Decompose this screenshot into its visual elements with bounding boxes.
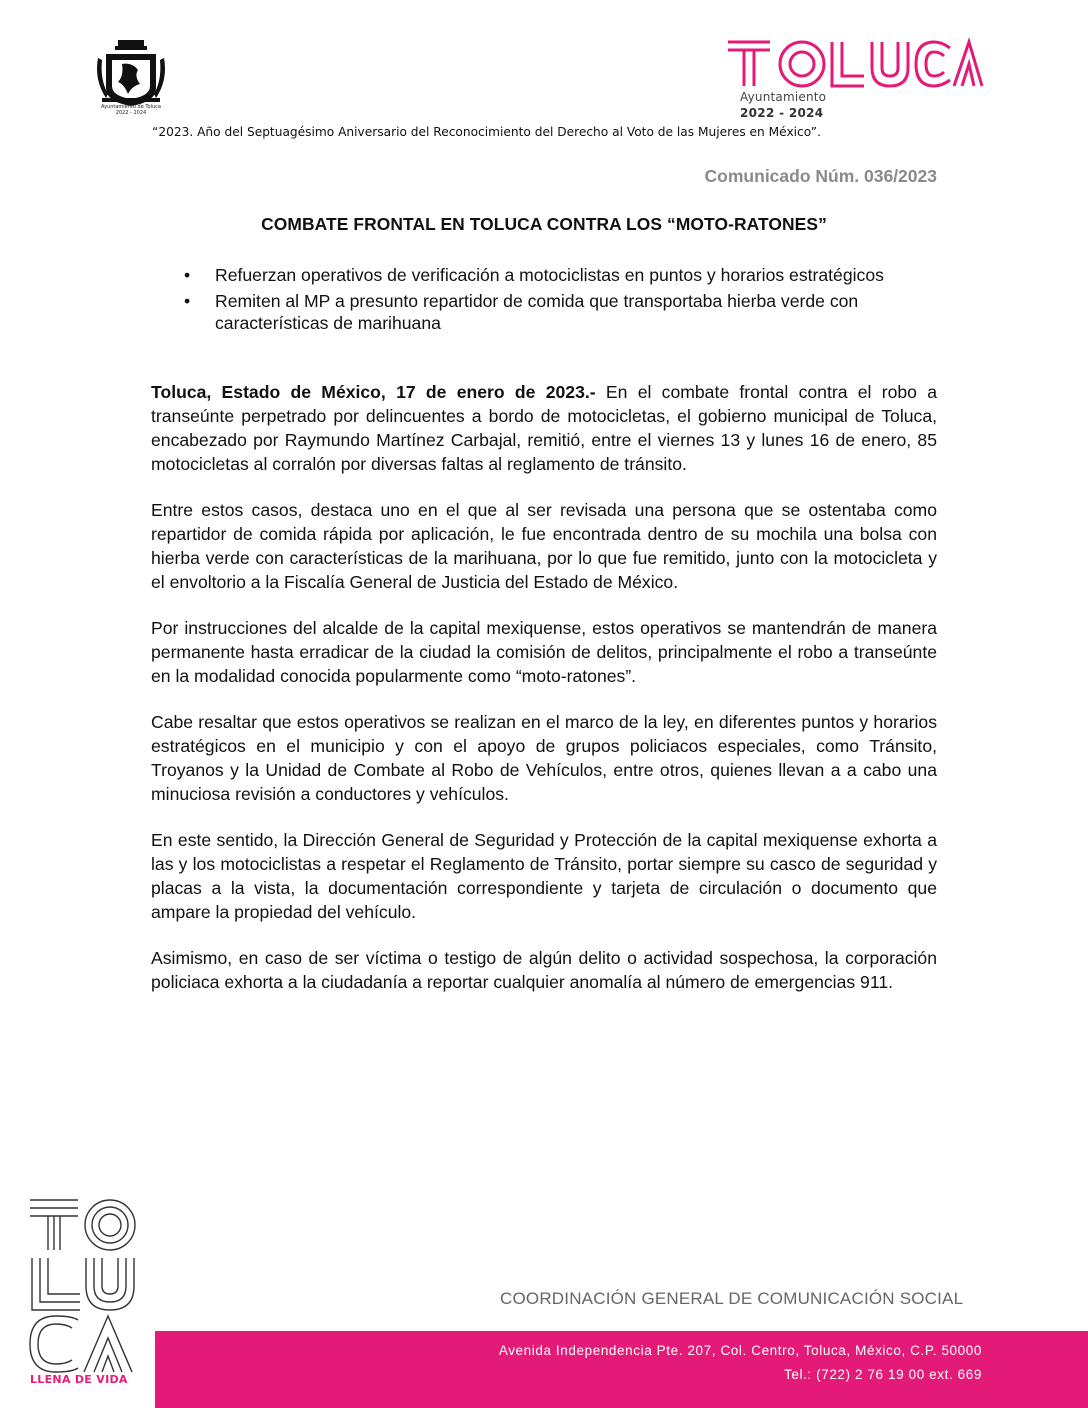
coat-of-arms-caption: Ayuntamiento de Toluca 2022 - 2024: [101, 104, 161, 116]
toluca-logo: [724, 36, 984, 90]
body-paragraph: Cabe resaltar que estos operativos se realizan en el marco de la ley, en diferentes puntos y horarios estratégicos en el municipio y con el apoyo de grupos policiacos especiales, como Tránsito, Troyanos y la Unidad de Combate al Robo de Vehículos, entre otros, quienes llevan a a cabo una minuciosa revisión a conductores y vehículos.: [151, 712, 937, 804]
body-paragraph: Por instrucciones del alcalde de la capital mexiquense, estos operativos se mantendrán de manera permanente hasta erradicar de la ciudad la comisión de delitos, principalmente el robo a transeúnte en la modalidad conocida popularmente como “moto-ratones”.: [151, 618, 937, 686]
dateline: Toluca, Estado de México, 17 de enero de 2023.-: [151, 382, 596, 402]
body-paragraph: En este sentido, la Dirección General de Seguridad y Protección de la capital mexiquense exhorta a las y los motociclistas a respetar el Reglamento de Tránsito, portar siempre su casco de seguridad y placas a la vista, la documentación correspondiente y tarjeta de circulación o documento que ampare la propiedad del vehículo.: [151, 830, 937, 922]
summary-bullet: [184, 290, 944, 334]
coordination-label: COORDINACIÓN GENERAL DE COMUNICACIÓN SOCIAL: [500, 1289, 964, 1308]
ayuntamiento-years: 2022 - 2024: [740, 106, 824, 120]
summary-bullet-text: Remiten al MP a presunto repartidor de comida que transportaba hierba verde con características de marihuana: [215, 291, 859, 333]
comunicado-number: Comunicado Núm. 036/2023: [704, 166, 937, 186]
summary-bullet: [184, 264, 944, 286]
bullet-dot: •: [184, 291, 191, 311]
body-paragraph: Asimismo, en caso de ser víctima o testigo de algún delito o actividad sospechosa, la corporación policiaca exhorta a la ciudadanía a reportar cualquier anomalía al número de emergencias 911.: [151, 948, 937, 992]
tagline: LLENA DE VIDA: [30, 1373, 128, 1386]
paragraph-text: En el combate frontal contra el robo a transeúnte perpetrado por delincuentes a bordo de motocicletas, el gobierno municipal de Toluca, encabezado por Raymundo Martínez Carbajal, remitió, entre el viernes 13 y lunes 16 de enero, 85 motocicletas al corralón por diversas faltas al reglamento de tránsito.: [151, 382, 937, 474]
page-title: COMBATE FRONTAL EN TOLUCA CONTRA LOS “MOTO-RATONES”: [261, 214, 827, 234]
body-paragraph: Entre estos casos, destaca uno en el que al ser revisada una persona que se ostentaba como repartidor de comida rápida por aplicación, le fue encontrada dentro de su mochila una bolsa con hierba verde con características de la marihuana, por lo que fue remitido, junto con la motocicleta y el envoltorio a la Fiscalía General de Justicia del Estado de México.: [151, 500, 937, 592]
ayuntamiento-label: Ayuntamiento: [740, 90, 827, 104]
body-paragraph: [151, 380, 937, 476]
footer-address: Avenida Independencia Pte. 207, Col. Centro, Toluca, México, C.P. 50000: [498, 1343, 982, 1358]
summary-bullet-text: Refuerzan operativos de verificación a motociclistas en puntos y horarios estratégicos: [215, 265, 884, 285]
summary-bullet-list: [184, 264, 944, 338]
article-body: [151, 380, 937, 1016]
bullet-dot: •: [184, 265, 191, 285]
toluca-stacked-logo: [26, 1196, 140, 1376]
footer-phone: Tel.: (722) 2 76 19 00 ext. 669: [784, 1367, 982, 1382]
annual-motto: “2023. Año del Septuagésimo Aniversario del Reconocimiento del Derecho al Voto de las Mujeres en México”.: [152, 125, 821, 139]
